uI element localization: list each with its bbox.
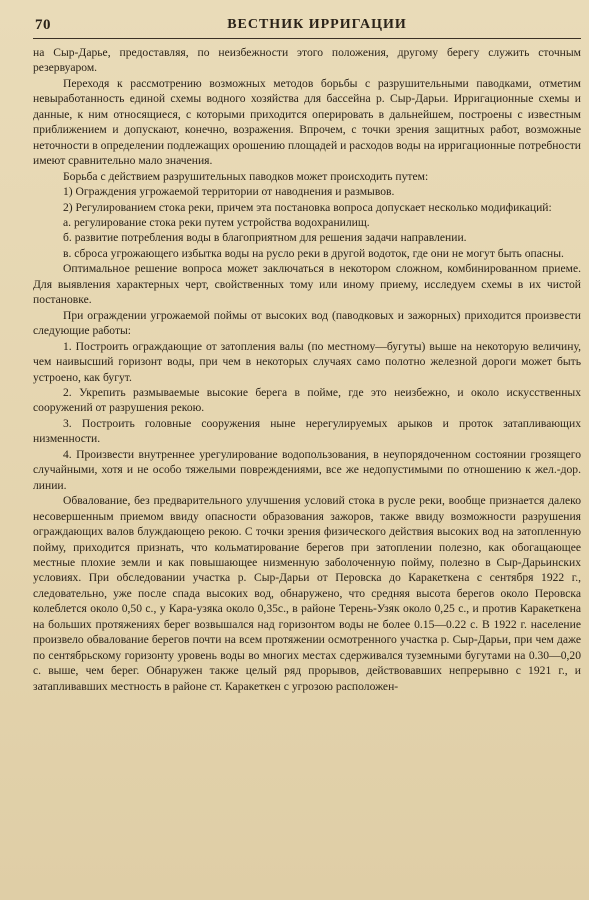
page-number: 70 (35, 17, 51, 33)
work-item-2: 2. Укрепить размываемые высокие берега в пойме, где это неизбежно, и около искусственных сооружений от разрушения рекою. (33, 385, 581, 415)
work-item-1: 1. Построить ограждающие от затопления валы (по местному—бугуты) выше на некоторую величину, чем наивысший горизонт воды, при чем в некоторых случаях само полотно железной дороги может быть устроено, как бугут. (33, 339, 581, 384)
list-item-2: 2) Регулированием стока реки, причем эта постановка вопроса допускает несколько модификаций: (63, 200, 552, 214)
journal-title: ВЕСТНИК ИРРИГАЦИИ (227, 17, 407, 32)
sublist-item-v: в. сброса угрожающего избытка воды на русло реки в другой водоток, где они не могут быть опасны. (63, 246, 564, 260)
sublist-item-b: б. развитие потребления воды в благоприятном для решения задачи направлении. (63, 231, 467, 245)
sublist-item-a: а. регулирование стока реки путем устройства водохранилищ. (63, 215, 370, 229)
paragraph-protection: При ограждении угрожаемой поймы от высоких вод (паводковых и зажорных) приходится произвести следующие работы: (33, 308, 581, 338)
work-item-3: 3. Построить головные сооружения ныне нерегулируемых арыков и проток затапливающих низменности. (33, 416, 581, 446)
paragraph-embankment: Обвалование, без предварительного улучшения условий стока в русле реки, вообще признается далеко несовершенным приемом ввиду опасности образования зажоров, также ввиду возможности разрушения ограждающих валов блуждающею рекою. С точки зрения физического действия высоких вод на затопленную пойму, приходится признать, что кольматирование берегов при затоплении полезно, как обогащающее местные плохие земли и как повышающее низменную заболоченную пойму, полезно в Сыр-Дарьинских условиях. При обследовании участка р. Сыр-Дарьи от Перовска до Каракеткена с сентября 1922 г., следовательно, уже после спада высоких вод, обнаружено, что средняя высота берегов около Перовска колеблется около 0,50 с., у Кара-узяка около 0,35с., в районе Терень-Узяк около 0,25 с., и против Каракеткена на больших протяжениях берег возвышался над горизонтом воды не более 0.15—0.22 с. В 1922 г. население произвело обвалование берегов почти на всем протяжении осмотренного участка р. Сыр-Дарьи, при чем даже по сентябрьскому горизонту уровень воды во многих местах сдерживался туземными бугутами на 0.30—0,20 с. выше, чем берег. Обнаружен также целый ряд прорывов, действовавших непрерывно с 1921 г., и затапливавших местность в районе ст. Каракеткен с угрозою расположен- (33, 494, 581, 693)
list-item-1: 1) Ограждения угрожаемой территории от наводнения и размывов. (63, 185, 395, 199)
page-header (33, 14, 581, 39)
work-item-4: 4. Произвести внутреннее урегулирование водопользования, в неупорядоченном состоянии грозящего случайными, хотя и не особо тяжелыми повреждениями, все же недопустимыми по отношению к жел.-дор. линии. (33, 447, 581, 492)
paragraph-optimal: Оптимальное решение вопроса может заключаться в некотором сложном, комбинированном приеме. Для выявления характерных черт, свойственных тому или иному приему, исследуем схемы в их чистой постановке. (33, 262, 581, 307)
paragraph-struggle: Борьба с действием разрушительных паводков может происходить путем: (63, 169, 429, 183)
article-body (33, 45, 581, 694)
paragraph-continuation: на Сыр-Дарье, предоставляя, по неизбежности этого положения, другому берегу служить сточным резервуаром. (33, 46, 581, 75)
paragraph-methods-intro: Переходя к рассмотрению возможных методов борьбы с разрушительными паводками, отметим невыработанность единой схемы водного хозяйства для бассейна р. Сыр-Дарьи. Ирригационные схемы и данные, к ним относящиеся, с которыми приходится оперировать в дальнейшем, построены с известным приближением и допускают, конечно, возражения. Впрочем, с точки зрения защитных работ, возможные неточности в определении подлежащих орошению площадей и расходов воды на ирригационные потребности имеют сравнительно мало значения. (33, 76, 581, 168)
